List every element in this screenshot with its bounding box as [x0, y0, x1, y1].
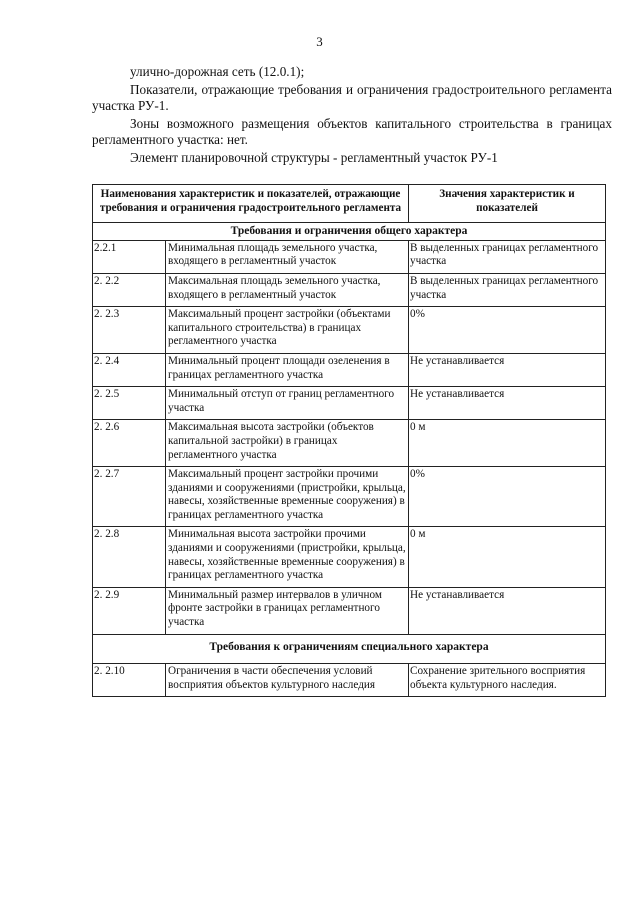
row-number: 2. 2.8	[93, 527, 166, 587]
table-row	[93, 587, 606, 634]
intro-line-1: улично-дорожная сеть (12.0.1);	[130, 64, 305, 79]
row-name: Минимальный отступ от границ регламентного участка	[166, 387, 409, 420]
row-value: Сохранение зрительного восприятия объекта культурного наследия.	[409, 664, 606, 697]
row-value: Не устанавливается	[409, 587, 606, 634]
table-row	[93, 467, 606, 527]
row-name: Максимальный процент застройки прочими зданиями и сооружениями (пристройки, крыльца, навесы, хозяйственные временные сооружения) в границах регламентного участка	[166, 467, 409, 527]
row-name: Минимальная площадь земельного участка, входящего в регламентный участок	[166, 240, 409, 273]
section-special-title: Требования к ограничениям специального характера	[93, 634, 606, 664]
row-value: 0%	[409, 307, 606, 354]
section-general-row	[93, 223, 606, 241]
row-number: 2.2.1	[93, 240, 166, 273]
row-number: 2. 2.2	[93, 273, 166, 306]
intro-line-3: Зоны возможного размещения объектов капитального строительства в границах регламентного участка: нет.	[92, 115, 612, 147]
table-row	[93, 307, 606, 354]
table-row	[93, 664, 606, 697]
intro-line-2: Показатели, отражающие требования и ограничения градостроительного регламента участка РУ-1.	[92, 81, 612, 113]
table-row	[93, 527, 606, 587]
row-number: 2. 2.9	[93, 587, 166, 634]
row-value: В выделенных границах регламентного участка	[409, 240, 606, 273]
row-number: 2. 2.3	[93, 307, 166, 354]
table-row	[93, 273, 606, 306]
intro-line-4: Элемент планировочной структуры - регламентный участок РУ-1	[130, 149, 498, 165]
row-value: В выделенных границах регламентного участка	[409, 273, 606, 306]
row-value: 0 м	[409, 420, 606, 467]
intro-text	[92, 64, 612, 167]
row-number: 2. 2.10	[93, 664, 166, 697]
row-value: Не устанавливается	[409, 353, 606, 386]
row-name: Максимальный процент застройки (объектами капитального строительства) в границах регламентного участка	[166, 307, 409, 354]
table-row	[93, 240, 606, 273]
section-special-row	[93, 634, 606, 664]
regulation-table	[92, 184, 606, 697]
row-name: Ограничения в части обеспечения условий восприятия объектов культурного наследия	[166, 664, 409, 697]
table-row	[93, 420, 606, 467]
row-number: 2. 2.4	[93, 353, 166, 386]
table-header-row	[93, 185, 606, 223]
row-value: Не устанавливается	[409, 387, 606, 420]
row-number: 2. 2.7	[93, 467, 166, 527]
header-name: Наименования характеристик и показателей, отражающие требования и ограничения градостроительного регламента	[93, 185, 409, 223]
section-general-title: Требования и ограничения общего характера	[93, 223, 606, 241]
table-row	[93, 387, 606, 420]
row-value: 0%	[409, 467, 606, 527]
row-value: 0 м	[409, 527, 606, 587]
row-name: Минимальная высота застройки прочими зданиями и сооружениями (пристройки, крыльца, навесы, хозяйственные временные сооружения) в границах регламентного участка	[166, 527, 409, 587]
row-name: Максимальная высота застройки (объектов капитальной застройки) в границах регламентного участка	[166, 420, 409, 467]
row-name: Минимальный размер интервалов в уличном фронте застройки в границах регламентного участка	[166, 587, 409, 634]
row-name: Максимальная площадь земельного участка, входящего в регламентный участок	[166, 273, 409, 306]
row-number: 2. 2.5	[93, 387, 166, 420]
page-number: 3	[316, 34, 323, 49]
row-name: Минимальный процент площади озеленения в границах регламентного участка	[166, 353, 409, 386]
row-number: 2. 2.6	[93, 420, 166, 467]
header-value: Значения характеристик и показателей	[409, 185, 606, 223]
table-row	[93, 353, 606, 386]
